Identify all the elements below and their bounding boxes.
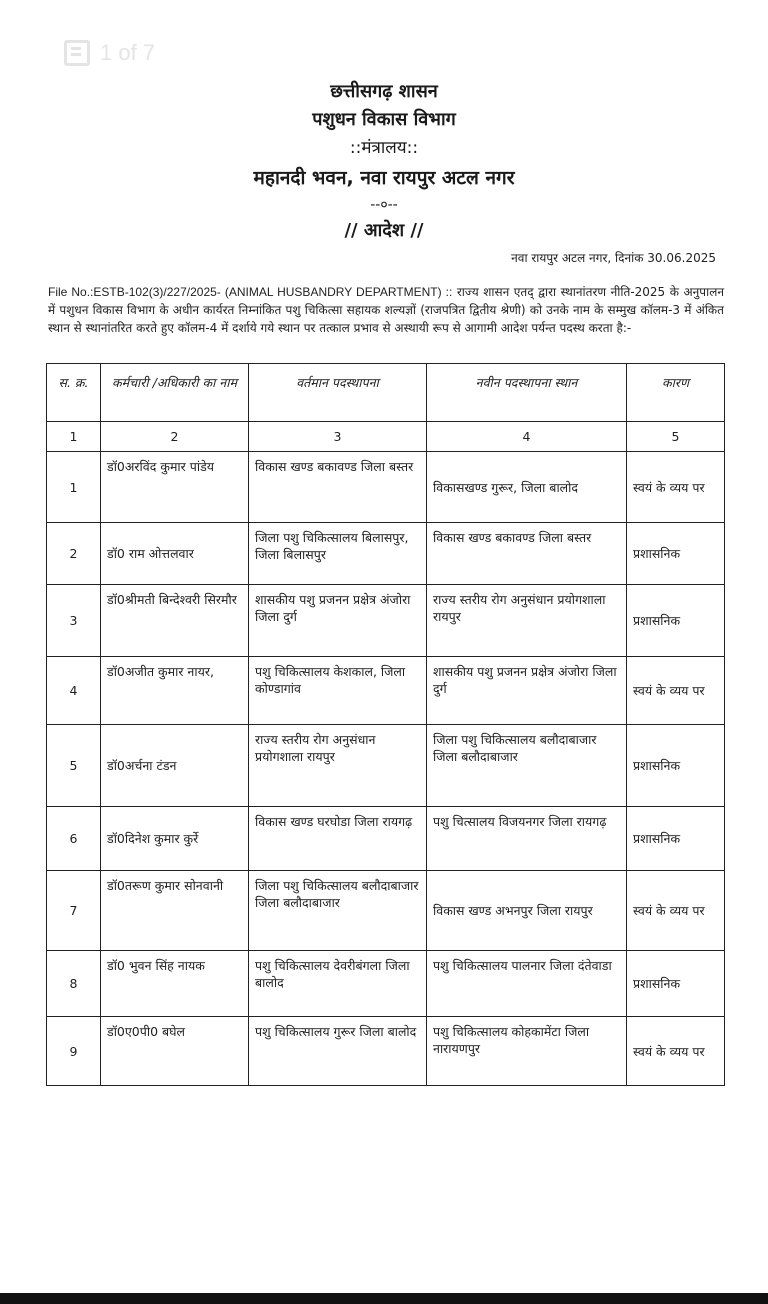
government-name: छत्तीसगढ़ शासन [330, 81, 438, 102]
table-row [47, 585, 725, 657]
row-current-posting: पशु चिकित्सालय देवरीबंगला जिला बालोद [249, 951, 427, 1017]
row-employee-name: डॉ0अरविंद कुमार पांडेय [101, 452, 249, 523]
column-number: 1 [47, 422, 101, 452]
table-row [47, 871, 725, 951]
table-row [47, 725, 725, 807]
row-reason: स्वयं के व्यय पर [627, 871, 725, 951]
row-new-posting: शासकीय पशु प्रजनन प्रक्षेत्र अंजोरा जिला दुर्ग [427, 657, 627, 725]
row-reason: प्रशासनिक [627, 585, 725, 657]
row-serial: 5 [47, 725, 101, 807]
table-row [47, 951, 725, 1017]
table-row [47, 657, 725, 725]
row-employee-name: डॉ0 भुवन सिंह नायक [101, 951, 249, 1017]
row-new-posting: पशु चिकित्सालय पालनार जिला दंतेवाडा [427, 951, 627, 1017]
header-reason: कारण [627, 364, 725, 422]
table-row [47, 1017, 725, 1086]
column-number: 4 [427, 422, 627, 452]
header-serial: स. क्र. [47, 364, 101, 422]
document-header [0, 78, 768, 246]
office-name: ::मंत्रालय:: [349, 138, 419, 158]
office-address: महानदी भवन, नवा रायपुर अटल नगर [253, 167, 515, 189]
row-employee-name: डॉ0अजीत कुमार नायर, [101, 657, 249, 725]
row-new-posting: विकासखण्ड गुरूर, जिला बालोद [427, 452, 627, 523]
table-row [47, 452, 725, 523]
header-new-posting: नवीन पदस्थापना स्थान [427, 364, 627, 422]
row-new-posting: विकास खण्ड बकावण्ड जिला बस्तर [427, 523, 627, 585]
column-number: 3 [249, 422, 427, 452]
row-current-posting: जिला पशु चिकित्सालय बिलासपुर, जिला बिलासपुर [249, 523, 427, 585]
column-number: 2 [101, 422, 249, 452]
row-serial: 4 [47, 657, 101, 725]
header-current-posting: वर्तमान पदस्थापना [249, 364, 427, 422]
row-reason: स्वयं के व्यय पर [627, 452, 725, 523]
row-serial: 1 [47, 452, 101, 523]
row-serial: 3 [47, 585, 101, 657]
row-new-posting: पशु चिकित्सालय कोहकामेंटा जिला नारायणपुर [427, 1017, 627, 1086]
order-title: // आदेश // [344, 220, 424, 241]
row-current-posting: पशु चिकित्सालय केशकाल, जिला कोण्डागांव [249, 657, 427, 725]
row-serial: 8 [47, 951, 101, 1017]
row-current-posting: राज्य स्तरीय रोग अनुसंधान प्रयोगशाला रायपुर [249, 725, 427, 807]
row-current-posting: जिला पशु चिकित्सालय बलौदाबाजार जिला बलौदाबाजार [249, 871, 427, 951]
column-number-row [47, 422, 725, 452]
row-reason: प्रशासनिक [627, 951, 725, 1017]
file-number: File No.:ESTB-102(3)/227/2025- (ANIMAL HUSBANDRY DEPARTMENT) :: [48, 285, 453, 299]
preamble-text: राज्य शासन एतद् द्वारा स्थानांतरण नीति-2025 के अनुपालन में पशुधन विकास विभाग के अधीन कार्यरत निम्नांकित पशु चिकित्सा सहायक शल्यज्ञों (राजपत्रित द्वितीय श्रेणी) को उनके नाम के सम्मुख कॉलम-3 में अंकित स्थान से स्थानांतरित करते हुए कॉलम-4 में दर्शाये गये स्थान पर तत्काल प्रभाव से अस्थायी रूप से आगामी आदेश पर्यन्त पदस्थ करता है:- [48, 285, 724, 335]
row-current-posting: पशु चिकित्सालय गुरूर जिला बालोद [249, 1017, 427, 1086]
page-indicator [64, 36, 155, 70]
row-employee-name: डॉ0दिनेश कुमार कुर्रे [101, 807, 249, 871]
row-reason: प्रशासनिक [627, 807, 725, 871]
bottom-bar [0, 1293, 768, 1304]
row-current-posting: विकास खण्ड बकावण्ड जिला बस्तर [249, 452, 427, 523]
row-new-posting: पशु चित्सालय विजयनगर जिला रायगढ़ [427, 807, 627, 871]
pages-icon [64, 40, 90, 66]
header-separator: --०-- [370, 197, 398, 213]
table-row [47, 807, 725, 871]
row-new-posting: राज्य स्तरीय रोग अनुसंधान प्रयोगशाला रायपुर [427, 585, 627, 657]
row-employee-name: डॉ0ए0पी0 बघेल [101, 1017, 249, 1086]
row-serial: 6 [47, 807, 101, 871]
row-new-posting: जिला पशु चिकित्सालय बलौदाबाजार जिला बलौदाबाजार [427, 725, 627, 807]
order-preamble [48, 283, 724, 337]
row-current-posting: विकास खण्ड घरघोडा जिला रायगढ़ [249, 807, 427, 871]
row-employee-name: डॉ0तरूण कुमार सोनवानी [101, 871, 249, 951]
row-current-posting: शासकीय पशु प्रजनन प्रक्षेत्र अंजोरा जिला दुर्ग [249, 585, 427, 657]
table-row [47, 523, 725, 585]
row-employee-name: डॉ0श्रीमती बिन्देश्वरी सिरमौर [101, 585, 249, 657]
transfer-table [46, 363, 725, 1086]
row-reason: स्वयं के व्यय पर [627, 657, 725, 725]
row-serial: 7 [47, 871, 101, 951]
page-indicator-label: 1 of 7 [100, 40, 156, 65]
row-serial: 2 [47, 523, 101, 585]
row-reason: प्रशासनिक [627, 725, 725, 807]
dateline: नवा रायपुर अटल नगर, दिनांक 30.06.2025 [511, 251, 716, 265]
department-name: पशुधन विकास विभाग [312, 109, 456, 130]
row-reason: प्रशासनिक [627, 523, 725, 585]
row-employee-name: डॉ0 राम ओत्तलवार [101, 523, 249, 585]
row-employee-name: डॉ0अर्चना टंडन [101, 725, 249, 807]
row-reason: स्वयं के व्यय पर [627, 1017, 725, 1086]
column-number: 5 [627, 422, 725, 452]
row-serial: 9 [47, 1017, 101, 1086]
row-new-posting: विकास खण्ड अभनपुर जिला रायपुर [427, 871, 627, 951]
table-header-row [47, 364, 725, 422]
header-name: कर्मचारी /अधिकारी का नाम [101, 364, 249, 422]
